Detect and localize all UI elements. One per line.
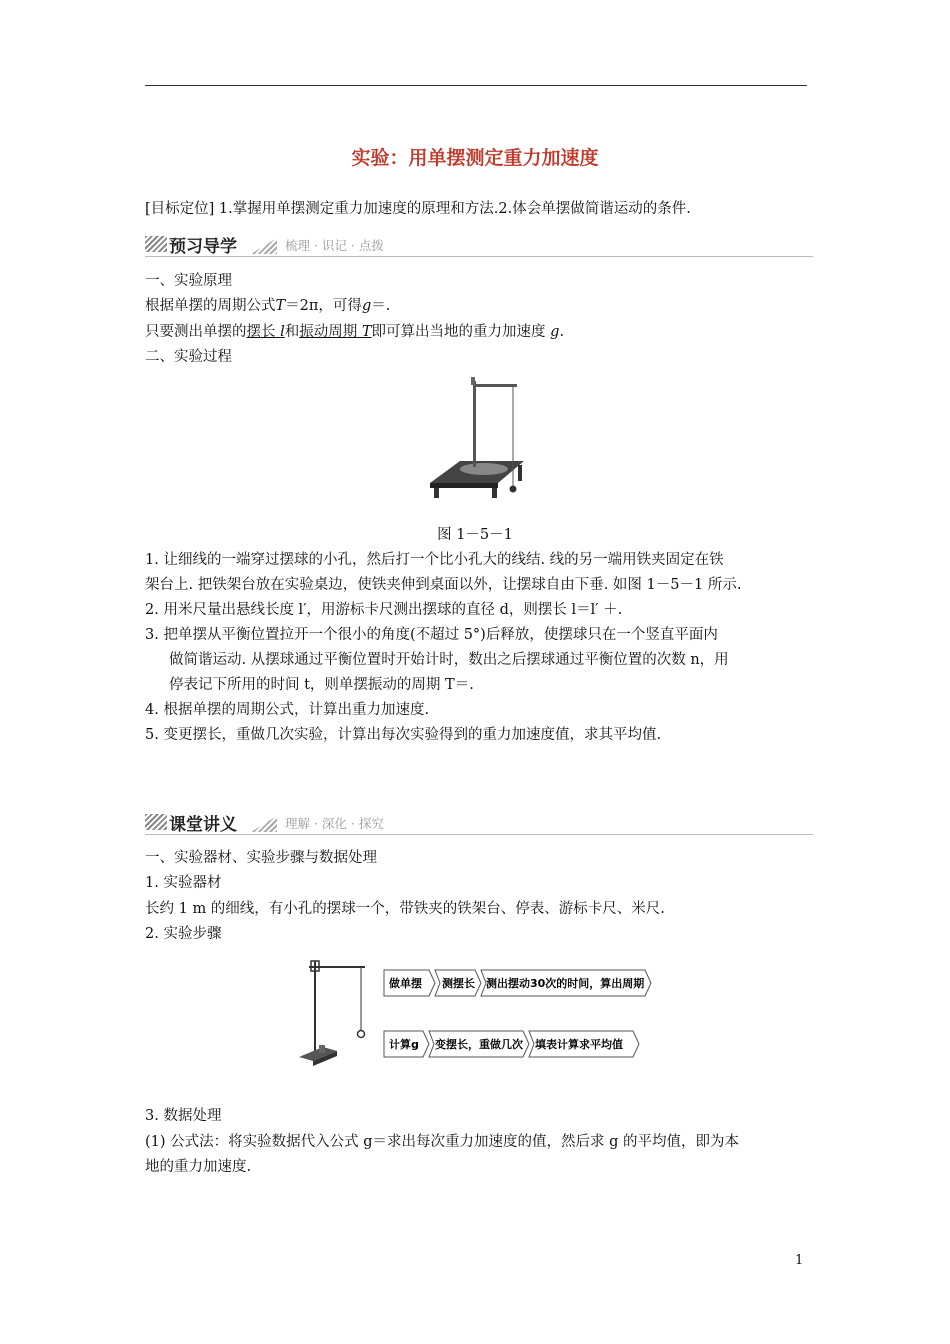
triangle-decoration	[251, 816, 277, 832]
materials-list: 长约 1 m 的细线，有小孔的摆球一个，带铁夹的铁架台、停表、游标卡尺、米尺.	[145, 901, 665, 917]
flow-step-average: 填表计算求平均值	[535, 1038, 623, 1051]
flow-step-compute-g: 计算g	[389, 1038, 419, 1051]
pendulum-stand-figure	[295, 955, 375, 1070]
flow-step-measure-length: 测摆长	[442, 977, 475, 990]
section-label: 预习导学	[169, 237, 237, 257]
step-3-line-3: 停表记下所用的时间 t，则单摆振动的周期 T＝.	[169, 677, 474, 693]
step-3-line-2: 做简谐运动. 从摆球通过平衡位置时开始计时，数出之后摆球通过平衡位置的次数 n，用	[169, 652, 729, 668]
heading-data-processing: 3. 数据处理	[145, 1108, 222, 1124]
formula-method-line-2: 地的重力加速度.	[145, 1159, 252, 1175]
pendulum-apparatus-figure	[420, 375, 530, 500]
flow-row-1	[383, 968, 658, 998]
step-5: 5. 变更摆长，重做几次实验，计算出每次实验得到的重力加速度值，求其平均值.	[145, 727, 662, 743]
top-rule	[145, 85, 807, 86]
stripes-decoration	[145, 236, 167, 252]
step-3-line-1: 3. 把单摆从平衡位置拉开一个很小的角度(不超过 5°)后释放，使摆球只在一个竖直平面内	[145, 627, 718, 643]
stripes-decoration	[145, 814, 167, 830]
step-2: 2. 用米尺量出悬线长度 l′，用游标卡尺测出摆球的直径 d，则摆长 l＝l′ ＋.	[145, 602, 623, 618]
flow-row-2	[383, 1029, 643, 1059]
flow-step-measure-period: 测出摆动30次的时间，算出周期	[486, 977, 645, 990]
heading-materials-steps: 一、实验器材、实验步骤与数据处理	[145, 850, 377, 866]
section-subtitle: 理解 · 深化 · 探究	[285, 816, 384, 831]
flow-step-change-length: 变摆长，重做几次	[435, 1038, 523, 1051]
principle-formula: 根据单摆的周期公式T＝2π，可得g＝.	[145, 298, 391, 314]
heading-materials: 1. 实验器材	[145, 875, 222, 891]
formula-method-line-1: (1) 公式法：将实验数据代入公式 g＝求出每次重力加速度的值，然后求 g 的平均值，即为本	[145, 1134, 740, 1150]
section-header-lecture	[145, 810, 813, 836]
section-label: 课堂讲义	[169, 815, 237, 835]
section-subtitle: 梳理 · 识记 · 点拨	[285, 238, 384, 253]
figure-caption: 图 1－5－1	[437, 527, 513, 543]
triangle-decoration	[251, 238, 277, 254]
heading-steps: 2. 实验步骤	[145, 926, 222, 942]
objective: [目标定位] 1.掌握用单摆测定重力加速度的原理和方法.2.体会单摆做简谐运动的条件.	[145, 201, 691, 217]
page-number: 1	[795, 1253, 804, 1268]
heading-process: 二、实验过程	[145, 349, 232, 365]
principle-measure: 只要测出单摆的摆长 l和振动周期 T即可算出当地的重力加速度 g.	[145, 324, 565, 340]
heading-principle: 一、实验原理	[145, 273, 232, 289]
step-1-line-2: 架台上. 把铁架台放在实验桌边，使铁夹伸到桌面以外，让摆球自由下垂. 如图 1－5－1 所示.	[145, 577, 742, 593]
step-1-line-1: 1. 让细线的一端穿过摆球的小孔，然后打一个比小孔大的线结. 线的另一端用铁夹固定在铁	[145, 552, 724, 568]
page-title: 实验：用单摆测定重力加速度	[351, 147, 599, 169]
flow-step-make-pendulum: 做单摆	[389, 977, 422, 990]
step-4: 4. 根据单摆的周期公式，计算出重力加速度.	[145, 702, 430, 718]
section-header-preview	[145, 232, 813, 258]
